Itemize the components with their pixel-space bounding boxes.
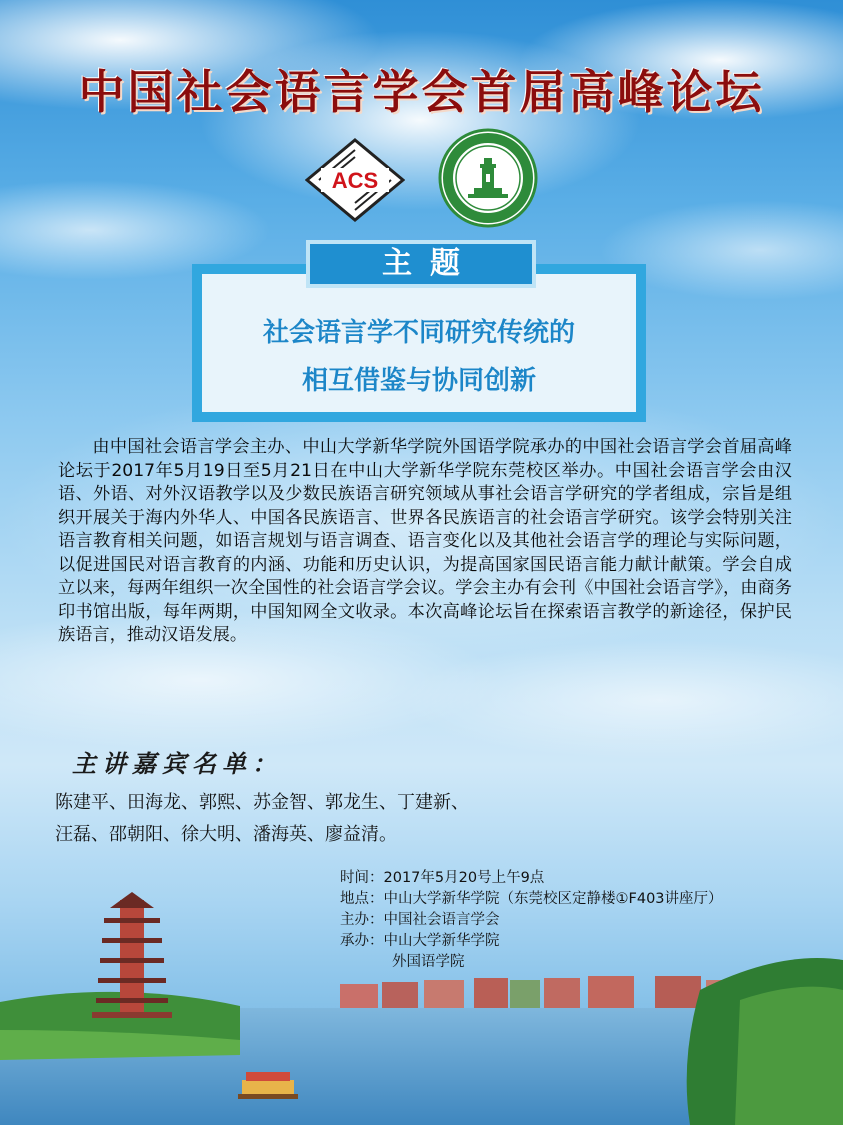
theme-label: 主题 [306,240,536,288]
pagoda [92,892,172,1018]
theme-line-2: 相互借鉴与协同创新 [301,366,536,396]
boat [238,1072,298,1099]
intro-paragraph: 由中国社会语言学会主办、中山大学新华学院外国语学院承办的中国社会语言学会首届高峰论坛于2017年5月19日至5月21日在中山大学新华学院东莞校区举办。中国社会语言学会由汉语、外语、对外汉语教学以及少数民族语言研究领域从事社会语言学研究的学者组成，宗旨是组织开展关于海内外华人、中国各民族语言、世界各民族语言的社会语言学研究。该学会特别关注语言教育相关问题，如语言规划与语言调查、语言变化以及其他社会语言学的理论与实际问题，以促进国民对语言教育的内涵、功能和历史认识，为提高国家国民语言能力献计献策。学会自成立以来，每两年组织一次全国性的社会语言学会议。学会主办有会刊《中国社会语言学》，由商务印书馆出版，每年两期，中国知网全文收录。本次高峰论坛旨在探索语言教学的新途径，保护民族语言，推动汉语发展。 [58,437,792,645]
event-host: 主办：中国社会语言学会 [340,912,500,928]
college-logo [438,128,538,228]
event-place: 地点：中山大学新华学院（东莞校区定静楼①F403讲座厅） [340,891,723,907]
acs-logo [305,138,405,222]
speakers-heading: 主讲嘉宾名单： [72,749,282,778]
event-organizer-dept: 外国语学院 [392,954,465,970]
poster-title: 中国社会语言学会首届高峰论坛 [78,65,765,119]
event-time: 时间：2017年5月20号上午9点 [340,870,545,886]
logos [0,128,843,228]
speakers-line-1: 陈建平、田海龙、郭熙、苏金智、郭龙生、丁建新、 [55,792,469,813]
event-organizer: 承办：中山大学新华学院 [340,933,500,949]
acs-logo-text: ACS [331,168,379,193]
event-info [340,868,723,973]
speakers-line-2: 汪磊、邵朝阳、徐大明、潘海英、廖益清。 [55,824,397,845]
theme-line-1: 社会语言学不同研究传统的 [262,318,575,348]
